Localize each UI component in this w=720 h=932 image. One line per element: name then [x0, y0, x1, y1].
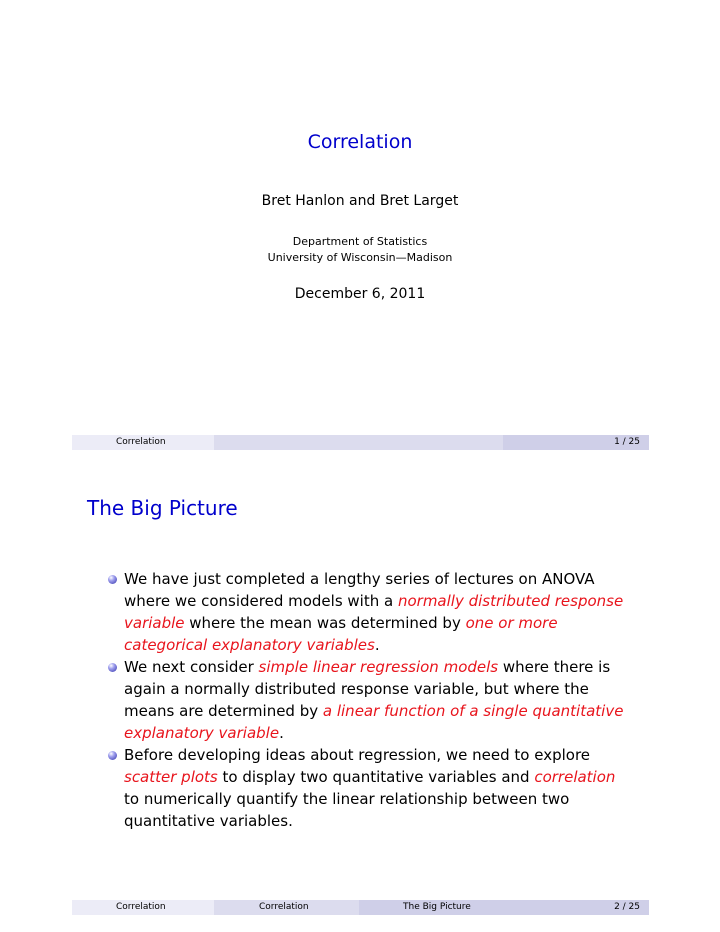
bullet-text: We have just completed a lengthy series of lectures on ANOVA where we considered models with a: [124, 570, 595, 610]
bullet-highlight: correlation: [534, 768, 616, 786]
bullet-text: to display two quantitative variables and: [217, 768, 535, 786]
footer-title-cell: [72, 435, 214, 450]
university: University of Wisconsin—Madison: [267, 251, 453, 264]
bullet-item: [108, 744, 628, 832]
authors: Bret Hanlon and Bret Larget: [261, 193, 459, 209]
bullet-highlight: simple linear regression models: [258, 658, 499, 676]
bullet-list: [108, 568, 628, 832]
footer-col2-cell: [214, 900, 359, 915]
slide-title: Correlation: [307, 131, 413, 153]
frame-title: The Big Picture: [87, 496, 238, 520]
slide1-footer: [72, 435, 649, 450]
bullet-item: [108, 656, 628, 744]
bullet-ball-icon: [108, 575, 117, 584]
bullet-text: Before developing ideas about regression, we need to explore: [124, 746, 591, 764]
bullet-highlight: one or more categorical explanatory variables: [124, 614, 558, 654]
bullet-ball-icon: [108, 751, 117, 760]
bullet-ball-icon: [108, 663, 117, 672]
footer-col2: Correlation: [259, 902, 309, 912]
slide2-footer: [72, 900, 649, 915]
bullet-text: to numerically quantify the linear relationship between two quantitative variables.: [124, 790, 570, 830]
footer-page-cell: [503, 435, 649, 450]
footer-title: Correlation: [116, 437, 166, 447]
bullet-text: .: [374, 636, 380, 654]
bullet-text: We next consider: [124, 658, 259, 676]
department: Department of Statistics: [292, 235, 428, 248]
footer-page-number: 1 / 25: [614, 437, 640, 447]
bullet-text: .: [279, 724, 284, 742]
footer-col3: The Big Picture: [403, 902, 471, 912]
bullet-text: where there is again a normally distributed response variable, but where the means are determined by: [124, 658, 611, 720]
bullet-highlight: normally distributed response variable: [124, 592, 624, 632]
bullet-highlight: scatter plots: [124, 768, 218, 786]
bullet-highlight: a linear function of a single quantitative explanatory variable: [124, 702, 624, 742]
footer-col3-cell: [359, 900, 649, 915]
footer-middle-cell: [214, 435, 503, 450]
footer-page-number: 2 / 25: [614, 902, 640, 912]
date: December 6, 2011: [294, 286, 426, 302]
bullet-item: [108, 568, 628, 656]
footer-col1: Correlation: [116, 902, 166, 912]
bullet-text: where the mean was determined by: [184, 614, 466, 632]
footer-col1-cell: [72, 900, 214, 915]
